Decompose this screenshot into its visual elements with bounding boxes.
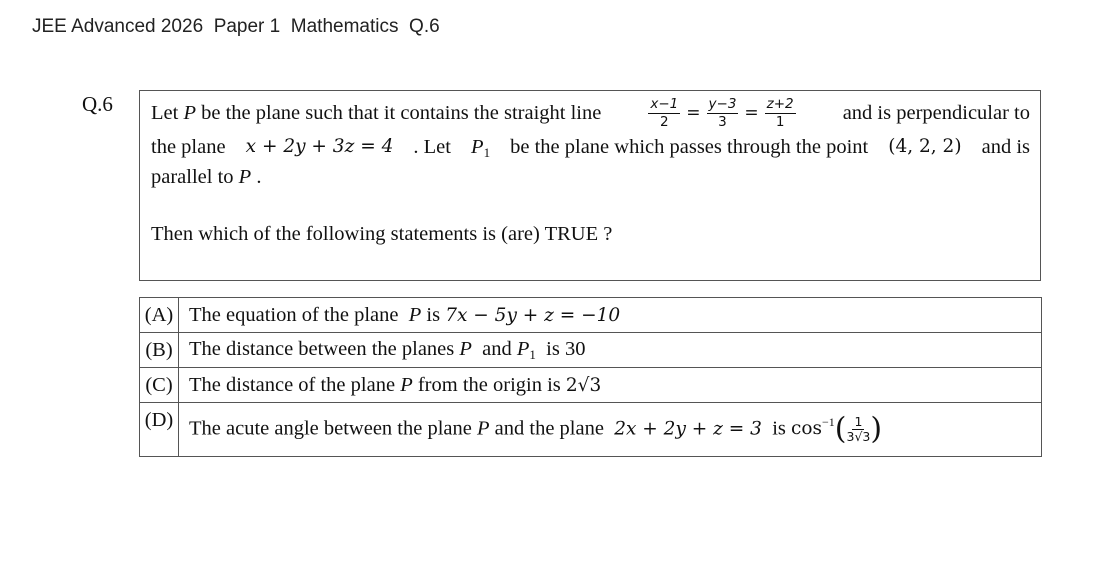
option-d-text: The acute angle between the plane bbox=[189, 417, 472, 440]
option-label: (A) bbox=[140, 298, 179, 333]
plane-equation: x + 2y + 3z = 4 bbox=[245, 136, 394, 157]
question-prompt: Then which of the following statements is (are) TRUE ? bbox=[151, 223, 613, 245]
cos-text: cos bbox=[791, 418, 822, 440]
right-paren: ) bbox=[870, 411, 883, 447]
question-line-1 bbox=[151, 93, 1030, 133]
line2-mid: . Let bbox=[413, 136, 451, 158]
frac1-den: 2 bbox=[660, 113, 669, 130]
question-box bbox=[139, 90, 1041, 281]
p1-subscript: 1 bbox=[483, 145, 491, 160]
point-coordinates: (4, 2, 2) bbox=[888, 136, 962, 157]
option-b-text2: and bbox=[482, 337, 512, 360]
frac2-num: y−3 bbox=[708, 95, 737, 112]
option-label: (C) bbox=[140, 368, 179, 403]
option-a-var: P bbox=[408, 303, 422, 326]
plane-var-p: P bbox=[183, 101, 196, 124]
option-b-sub: 1 bbox=[529, 346, 536, 362]
frac3-den: 1 bbox=[775, 113, 785, 130]
question-line-3 bbox=[151, 166, 261, 189]
option-label: (B) bbox=[140, 333, 179, 368]
frac3-num: z+2 bbox=[766, 95, 794, 112]
line3-end: . bbox=[256, 166, 262, 188]
option-b-text3: is 30 bbox=[546, 337, 586, 360]
option-b-p1 bbox=[517, 338, 536, 360]
options-table bbox=[139, 297, 1042, 457]
option-text bbox=[179, 333, 1042, 368]
option-d-math: 2x + 2y + z = 3 bbox=[614, 418, 762, 440]
option-c-text: The distance of the plane bbox=[189, 373, 396, 396]
page-header: JEE Advanced 2026 Paper 1 Mathematics Q.6 bbox=[32, 16, 440, 37]
option-a-math: 7x − 5y + z = −10 bbox=[445, 304, 621, 326]
line1-lead bbox=[151, 102, 601, 125]
equals-sign: = bbox=[744, 102, 759, 123]
cos-frac-den bbox=[847, 430, 871, 444]
option-a-text2: is bbox=[426, 303, 441, 326]
fraction-z bbox=[765, 97, 796, 130]
line1-text: be the plane such that it contains the straight line bbox=[201, 101, 602, 124]
option-d-text3: is bbox=[772, 417, 786, 440]
option-label: (D) bbox=[140, 403, 179, 457]
option-a-row[interactable] bbox=[140, 298, 1042, 333]
left-paren: ( bbox=[834, 411, 847, 447]
option-b-row[interactable] bbox=[140, 333, 1042, 368]
line2-prefix: the plane bbox=[151, 136, 226, 158]
fraction-y bbox=[707, 97, 739, 130]
line2-suffix: and is bbox=[981, 136, 1030, 158]
cos-frac-num: 1 bbox=[854, 414, 863, 429]
option-d-row[interactable] bbox=[140, 403, 1042, 457]
option-d-var: P bbox=[477, 417, 490, 440]
fraction-x bbox=[648, 97, 680, 130]
option-c-text2: from the origin is bbox=[417, 373, 561, 396]
line1-suffix: and is perpendicular to bbox=[842, 101, 1030, 124]
line2-mid2: be the plane which passes through the point bbox=[510, 136, 869, 158]
option-text bbox=[179, 403, 1042, 457]
cos-frac-den-sqrt: √3 bbox=[854, 429, 871, 444]
question-number: Q.6 bbox=[82, 92, 113, 116]
option-c-var: P bbox=[400, 373, 413, 396]
line3-var: P bbox=[238, 166, 252, 188]
inverse-cosine bbox=[791, 411, 883, 447]
option-text bbox=[179, 368, 1042, 403]
option-text bbox=[179, 298, 1042, 333]
frac1-num: x−1 bbox=[650, 95, 679, 112]
let-text: Let bbox=[151, 101, 179, 124]
option-c-row[interactable] bbox=[140, 368, 1042, 403]
line-equation bbox=[645, 97, 798, 130]
cos-superscript: −1 bbox=[822, 415, 835, 430]
option-b-text: The distance between the planes bbox=[189, 337, 455, 360]
option-b-var2: P bbox=[516, 337, 530, 360]
option-b-var: P bbox=[459, 337, 472, 360]
equals-sign: = bbox=[686, 102, 701, 123]
option-a-text: The equation of the plane bbox=[189, 303, 399, 326]
cos-fraction bbox=[847, 415, 871, 444]
option-d-text2: and the plane bbox=[494, 417, 604, 440]
question-line-2 bbox=[151, 136, 1030, 161]
line3-text: parallel to bbox=[151, 166, 234, 188]
frac2-den: 3 bbox=[718, 113, 727, 130]
p1-symbol bbox=[471, 136, 490, 161]
option-c-math: 2√3 bbox=[565, 374, 602, 396]
cos-frac-den-coef: 3 bbox=[846, 429, 855, 444]
p1-var: P bbox=[471, 136, 484, 158]
